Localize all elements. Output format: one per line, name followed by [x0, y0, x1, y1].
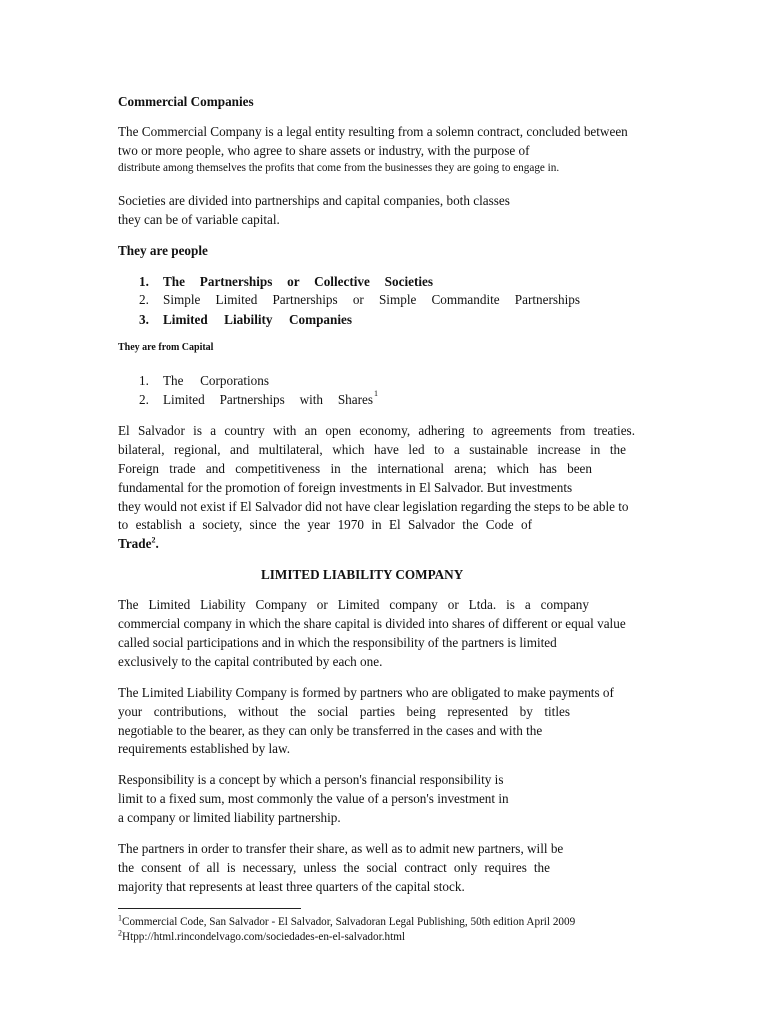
intro-line-2: two or more people, who agree to share assets or industry, with the purpose of: [118, 143, 530, 158]
divided-line-1: Societies are divided into partnerships and capital companies, both classes: [118, 193, 510, 208]
responsibility-line-3: a company or limited liability partnership.: [118, 810, 341, 825]
transfer-line-3: majority that represents at least three quarters of the capital stock.: [118, 879, 465, 894]
list-number: 2.: [139, 292, 149, 307]
llc-def-line-4: exclusively to the capital contributed by each one.: [118, 654, 383, 669]
list-number: 2.: [139, 392, 149, 407]
responsibility-line-1: Responsibility is a concept by which a person's financial responsibility is: [118, 772, 504, 787]
transfer-line-2: the consent of all is necessary, unless the social contract only requires the: [118, 860, 550, 875]
llc-formed-line-4: requirements established by law.: [118, 741, 290, 756]
list-number: 3.: [139, 312, 149, 327]
transfer-line-1: The partners in order to transfer their share, as well as to admit new partners, will be: [118, 841, 564, 856]
footnote-mark: 1: [118, 913, 122, 923]
divided-line-2: they can be of variable capital.: [118, 212, 280, 227]
llc-formed-line-2: your contributions, without the social parties being represented by titles: [118, 704, 570, 719]
footnote-ref: 2: [151, 535, 156, 545]
llc-def-line-3: called social participations and in which the responsibility of the partners is limited: [118, 635, 557, 650]
list-item: Limited Liability Companies: [163, 312, 352, 327]
footnote-1: $^1$Commercial Code, San Salvador - El Salvador, Salvadoran Legal Publishing, 50th edition April 2009: [118, 913, 576, 928]
document-page: Commercial Companies The Commercial Company is a legal entity resulting from a solemn contract, concluded between two or more people, who agree to share assets or industry, with the purpose of distribute among themselves the profits that come from the businesses they are going to engage in. Societies are divided into partnerships and capital companies, both classes they can be of variable capital. They are people 1. The Partnerships or Collective Societies 2. Simple Limited Partnerships or Simple Commandite Partnerships 3. Limited Liability Companies They are from Capital 1. The Corporations 2. Limited Partnerships with Shares 1 El Salvador is a country with an open economy, adhering to agreements from treaties. bilateral, regional, and multilateral, which have led to a sustainable increase in the Foreign trade and competitiveness in the international arena; which has been fundamental for the promotion of foreign investments in El Salvador. But investments they would not exist if El Salvador did not have clear legislation regarding the steps to be able to to establish a society, since the year 1970 in El Salvador the Code of Trade$^2$. LIMITED LIABILITY COMPANY The Limited Liability Company or Limited company or Ltda. is a company commercial company in which the share capital is divided into shares of different or equal value called social participations and in which the responsibility of the partners is limited exclusively to the capital contributed by each one. The Limited Liability Company is formed by partners who are obligated to make payments of your contributions, without the social parties being represented by titles negotiable to the bearer, as they can only be transferred in the cases and with the requirements established by law. Responsibility is a concept by which a person's financial responsibility is limit to a fixed sum, most commonly the value of a person's investment in a company or limited liability partnership. The partners in order to transfer their share, as well as to admit new partners, will be the consent of all is necessary, unless the social contract only requires the majority that represents at least three quarters of the capital stock. $^1$Commercial Code, San Salvador - El Salvador, Salvadoran Legal Publishing, 50th edition April 2009 $^2$Htpp://html.rincondelvago.com/sociedades-en-el-salvador.html: [118, 94, 635, 943]
people-heading: They are people: [118, 243, 208, 258]
llc-formed-line-1: The Limited Liability Company is formed by partners who are obligated to make payments of: [118, 685, 614, 700]
el-salvador-line-6: to establish a society, since the year 1970 in El Salvador the Code of: [118, 517, 532, 532]
footnote-2: $^2$Htpp://html.rincondelvago.com/sociedades-en-el-salvador.html: [118, 928, 406, 943]
llc-def-line-1: The Limited Liability Company or Limited company or Ltda. is a company: [118, 597, 589, 612]
el-salvador-line-7: Trade$^2$.: [118, 535, 159, 551]
llc-def-line-2: commercial company in which the share capital is divided into shares of different or equal value: [118, 616, 626, 631]
el-salvador-line-5: they would not exist if El Salvador did not have clear legislation regarding the steps to be able to: [118, 499, 629, 514]
el-salvador-line-1: El Salvador is a country with an open economy, adhering to agreements from treaties.: [118, 423, 635, 438]
page-title: Commercial Companies: [118, 94, 254, 109]
footnote-divider: [118, 908, 301, 909]
list-item: The Partnerships or Collective Societies: [163, 274, 433, 289]
el-salvador-line-4: fundamental for the promotion of foreign investments in El Salvador. But investments: [118, 480, 573, 495]
el-salvador-line-3: Foreign trade and competitiveness in the international arena; which has been: [118, 461, 592, 476]
list-number: 1.: [139, 274, 149, 289]
list-number: 1.: [139, 373, 149, 388]
intro-line-3: distribute among themselves the profits that come from the businesses they are going to engage in.: [118, 162, 560, 174]
footnote-mark: 2: [118, 928, 122, 938]
section-heading: LIMITED LIABILITY COMPANY: [261, 567, 464, 582]
el-salvador-line-2: bilateral, regional, and multilateral, which have led to a sustainable increase in the: [118, 442, 626, 457]
list-item: Limited Partnerships with Shares: [163, 392, 373, 407]
list-item: Simple Limited Partnerships or Simple Commandite Partnerships: [163, 292, 580, 307]
intro-line-1: The Commercial Company is a legal entity resulting from a solemn contract, concluded between: [118, 124, 628, 139]
list-item: The Corporations: [163, 373, 269, 388]
llc-formed-line-3: negotiable to the bearer, as they can only be transferred in the cases and with the: [118, 723, 543, 738]
responsibility-line-2: limit to a fixed sum, most commonly the value of a person's investment in: [118, 791, 509, 806]
capital-heading: They are from Capital: [118, 342, 214, 353]
